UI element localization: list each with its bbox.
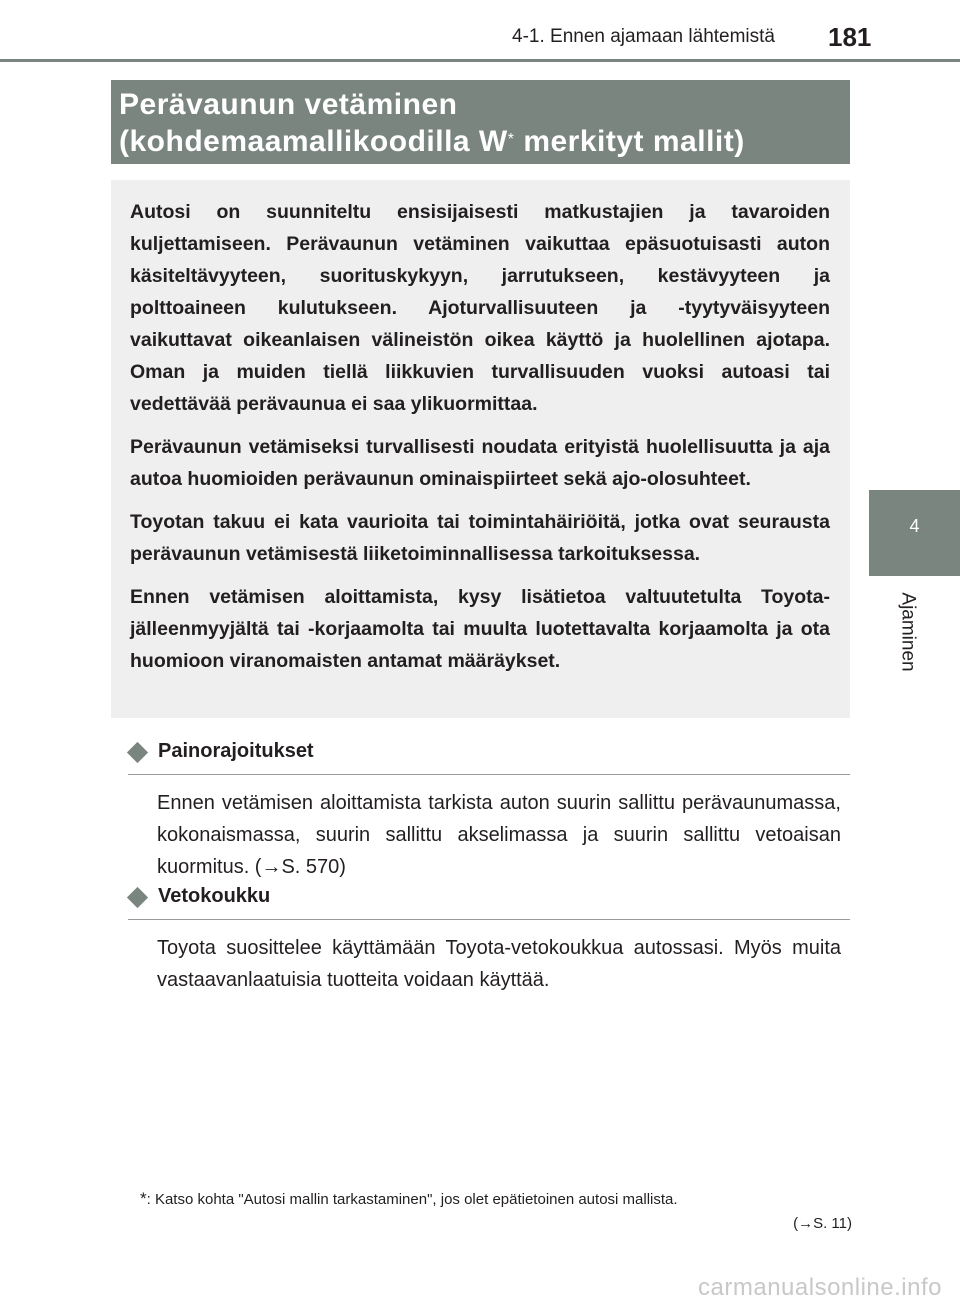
footnote-mark: * [140,1189,147,1208]
page-number: 181 [828,22,872,52]
chapter-tab: 4 [869,490,960,576]
watermark: carmanualsonline.info [698,1274,942,1301]
section-body-painorajoitukset: Ennen vetämisen aloittamista tarkista auton suurin sallittu perävaunumassa, kokonaismassa, suurin sallittu akselimassa ja suurin sallittu vetoaisan kuormitus. (→S. 570) [157,792,841,878]
page-title [111,80,850,164]
diamond-bullet-icon [127,742,148,763]
chapter-label-text: Ajaminen [898,592,919,672]
intro-paragraph: Perävaunun vetämiseksi turvallisesti noudata erityistä huolellisuutta ja aja autoa huomioiden perävaunun ominaispiirteet sekä ajo-olosuhteet. [130,436,830,490]
section-heading-vetokoukku [128,880,850,920]
footnote-text: : Katso kohta "Autosi mallin tarkastaminen", jos olet epätietoinen autosi mallista. [146,1191,678,1208]
section-heading-label: Painorajoitukset [158,740,314,762]
title-line-2-prefix: (kohdemaamallikoodilla W [119,125,508,158]
section-heading-painorajoitukset [128,735,850,775]
footnote-page-reference[interactable]: (→S. 11) [793,1215,852,1232]
footnote [140,1187,852,1236]
intro-box [111,180,850,718]
intro-paragraph: Ennen vetämisen aloittamista, kysy lisätietoa valtuutetulta Toyota-jälleenmyyjältä tai -korjaamolta tai muulta luotettavalta korjaamolta ja ota huomioon viranomaisten antamat määräykset. [130,586,830,672]
title-line-2 [119,123,850,160]
title-line-2-suffix: merkityt mallit) [514,125,745,158]
asterisk-mark: * [507,131,515,148]
intro-paragraph: Toyotan takuu ei kata vaurioita tai toimintahäiriöitä, jotka ovat seurausta perävaunun vetämisestä liiketoiminnallisessa tarkoituksessa. [130,511,830,565]
chapter-label [858,582,958,682]
section-heading-label: Vetokoukku [158,885,271,907]
title-line-1: Perävaunun vetäminen [119,88,458,121]
section-body-vetokoukku: Toyota suosittelee käyttämään Toyota-vetokoukkua autossasi. Myös muita vastaavanlaatuisia tuotteita voidaan käyttää. [157,937,841,991]
header-rule [0,59,960,62]
header-section-title: 4-1. Ennen ajamaan lähtemistä [512,26,775,47]
intro-paragraph: Autosi on suunniteltu ensisijaisesti matkustajien ja tavaroiden kuljettamiseen. Perävaunun vetäminen vaikuttaa epäsuotuisasti auton käsiteltävyyteen, suorituskykyyn, jarrutukseen, kestävyyteen ja polttoaineen kulutukseen. Ajoturvallisuuteen ja -tyytyväisyyteen vaikuttavat oikeanlaisen välineistön oikea käyttö ja huolellinen ajotapa. Oman ja muiden tiellä liikkuvien turvallisuuden vuoksi autoasi tai vedettävää perävaunua ei saa ylikuormittaa. [130,201,830,415]
diamond-bullet-icon [127,887,148,908]
